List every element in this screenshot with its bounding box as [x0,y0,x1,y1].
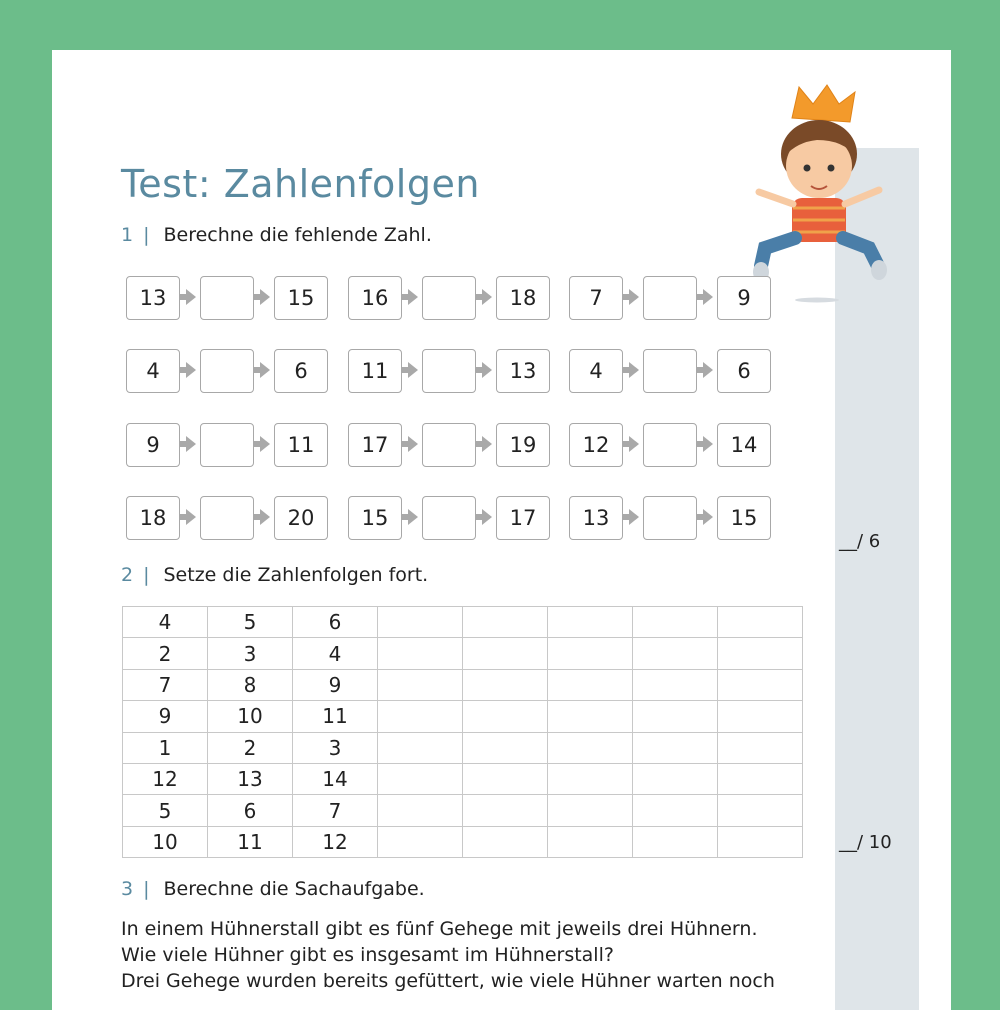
task2-heading [121,564,428,586]
answer-cell[interactable] [633,638,718,669]
given-number-cell: 5 [123,795,208,826]
end-number-box: 13 [496,349,550,393]
given-number-cell: 2 [123,638,208,669]
arrow-right-icon [186,362,196,378]
missing-number-box[interactable] [422,349,476,393]
end-number-box: 15 [274,276,328,320]
answer-cell[interactable] [378,638,463,669]
missing-number-box[interactable] [200,423,254,467]
missing-number-box[interactable] [200,276,254,320]
task2-number: 2 [121,564,134,586]
end-number-box: 18 [496,276,550,320]
answer-cell[interactable] [378,826,463,857]
arrow-right-icon [629,289,639,305]
start-number-box: 16 [348,276,402,320]
arrow-right-icon [408,362,418,378]
arrow-right-icon [703,289,713,305]
task1-number: 1 [121,224,134,246]
word-problem-line: In einem Hühnerstall gibt es fünf Gehege mit jeweils drei Hühnern. [121,918,758,940]
grid-row [123,763,803,794]
start-number-box: 9 [126,423,180,467]
answer-cell[interactable] [633,795,718,826]
answer-cell[interactable] [718,826,803,857]
given-number-cell: 10 [123,826,208,857]
task1-instruction: Berechne die fehlende Zahl. [163,224,432,246]
answer-cell[interactable] [633,826,718,857]
end-number-box: 17 [496,496,550,540]
missing-number-box[interactable] [643,276,697,320]
arrow-right-icon [186,436,196,452]
given-number-cell: 13 [208,763,293,794]
answer-cell[interactable] [548,701,633,732]
task3-number: 3 [121,878,134,900]
answer-cell[interactable] [378,607,463,638]
start-number-box: 15 [348,496,402,540]
answer-cell[interactable] [633,669,718,700]
answer-cell[interactable] [548,732,633,763]
answer-cell[interactable] [378,795,463,826]
start-number-box: 12 [569,423,623,467]
arrow-right-icon [703,509,713,525]
task2-separator: | [143,564,150,586]
answer-cell[interactable] [718,732,803,763]
arrow-right-icon [408,289,418,305]
start-number-box: 4 [126,349,180,393]
given-number-cell: 10 [208,701,293,732]
missing-number-box[interactable] [643,496,697,540]
arrow-right-icon [186,289,196,305]
arrow-right-icon [703,362,713,378]
answer-cell[interactable] [378,701,463,732]
missing-number-box[interactable] [422,423,476,467]
grid-row [123,826,803,857]
start-number-box: 13 [126,276,180,320]
answer-cell[interactable] [548,795,633,826]
given-number-cell: 11 [208,826,293,857]
grid-row [123,732,803,763]
grid-row [123,701,803,732]
given-number-cell: 14 [293,763,378,794]
task1-heading [121,224,432,246]
given-number-cell: 7 [293,795,378,826]
given-number-cell: 8 [208,669,293,700]
missing-number-box[interactable] [422,496,476,540]
given-number-cell: 9 [293,669,378,700]
missing-number-box[interactable] [200,349,254,393]
answer-cell[interactable] [548,763,633,794]
given-number-cell: 7 [123,669,208,700]
arrow-right-icon [482,289,492,305]
start-number-box: 18 [126,496,180,540]
answer-cell[interactable] [718,638,803,669]
answer-cell[interactable] [548,669,633,700]
task1-separator: | [143,224,150,246]
start-number-box: 13 [569,496,623,540]
end-number-box: 9 [717,276,771,320]
answer-cell[interactable] [633,701,718,732]
grid-row [123,669,803,700]
answer-cell[interactable] [718,669,803,700]
answer-cell[interactable] [718,607,803,638]
missing-number-box[interactable] [422,276,476,320]
given-number-cell: 2 [208,732,293,763]
worksheet [52,50,951,1010]
answer-cell[interactable] [463,607,548,638]
arrow-right-icon [482,362,492,378]
task3-heading [121,878,425,900]
arrow-right-icon [408,509,418,525]
given-number-cell: 4 [123,607,208,638]
given-number-cell: 6 [208,795,293,826]
given-number-cell: 12 [123,763,208,794]
given-number-cell: 3 [293,732,378,763]
answer-cell[interactable] [463,669,548,700]
answer-cell[interactable] [633,732,718,763]
answer-cell[interactable] [633,607,718,638]
given-number-cell: 3 [208,638,293,669]
arrow-right-icon [482,436,492,452]
word-problem-line: Drei Gehege wurden bereits gefüttert, wie viele Hühner warten noch [121,970,775,992]
arrow-right-icon [703,436,713,452]
answer-cell[interactable] [718,763,803,794]
answer-cell[interactable] [378,732,463,763]
word-problem-line: Wie viele Hühner gibt es insgesamt im Hühnerstall? [121,944,614,966]
arrow-right-icon [408,436,418,452]
given-number-cell: 1 [123,732,208,763]
answer-cell[interactable] [463,763,548,794]
end-number-box: 20 [274,496,328,540]
answer-cell[interactable] [548,607,633,638]
start-number-box: 11 [348,349,402,393]
answer-cell[interactable] [718,701,803,732]
arrow-right-icon [260,509,270,525]
given-number-cell: 4 [293,638,378,669]
answer-cell[interactable] [548,638,633,669]
task3-separator: | [143,878,150,900]
given-number-cell: 5 [208,607,293,638]
answer-cell[interactable] [548,826,633,857]
grid-row [123,607,803,638]
arrow-right-icon [260,289,270,305]
end-number-box: 14 [717,423,771,467]
arrow-right-icon [629,509,639,525]
answer-cell[interactable] [718,795,803,826]
answer-cell[interactable] [463,826,548,857]
end-number-box: 11 [274,423,328,467]
grid-row [123,638,803,669]
given-number-cell: 11 [293,701,378,732]
start-number-box: 4 [569,349,623,393]
arrow-right-icon [260,362,270,378]
arrow-right-icon [186,509,196,525]
answer-cell[interactable] [463,795,548,826]
given-number-cell: 6 [293,607,378,638]
end-number-box: 15 [717,496,771,540]
given-number-cell: 12 [293,826,378,857]
arrow-right-icon [260,436,270,452]
end-number-box: 6 [717,349,771,393]
answer-cell[interactable] [463,638,548,669]
answer-cell[interactable] [463,701,548,732]
answer-cell[interactable] [463,732,548,763]
given-number-cell: 9 [123,701,208,732]
word-problem-text [121,916,775,994]
missing-number-box[interactable] [643,423,697,467]
missing-number-box[interactable] [200,496,254,540]
missing-number-box[interactable] [643,349,697,393]
answer-cell[interactable] [633,763,718,794]
start-number-box: 7 [569,276,623,320]
task2-instruction: Setze die Zahlenfolgen fort. [163,564,429,586]
arrow-right-icon [629,362,639,378]
grid-row [123,795,803,826]
end-number-box: 19 [496,423,550,467]
task1-score: __/ 6 [839,531,881,552]
arrow-right-icon [629,436,639,452]
start-number-box: 17 [348,423,402,467]
answer-cell[interactable] [378,763,463,794]
arrow-right-icon [482,509,492,525]
task3-instruction: Berechne die Sachaufgabe. [163,878,425,900]
number-sequence-grid [122,606,803,858]
page-title: Test: Zahlenfolgen [121,162,480,206]
end-number-box: 6 [274,349,328,393]
answer-cell[interactable] [378,669,463,700]
task2-score: __/ 10 [839,832,892,853]
